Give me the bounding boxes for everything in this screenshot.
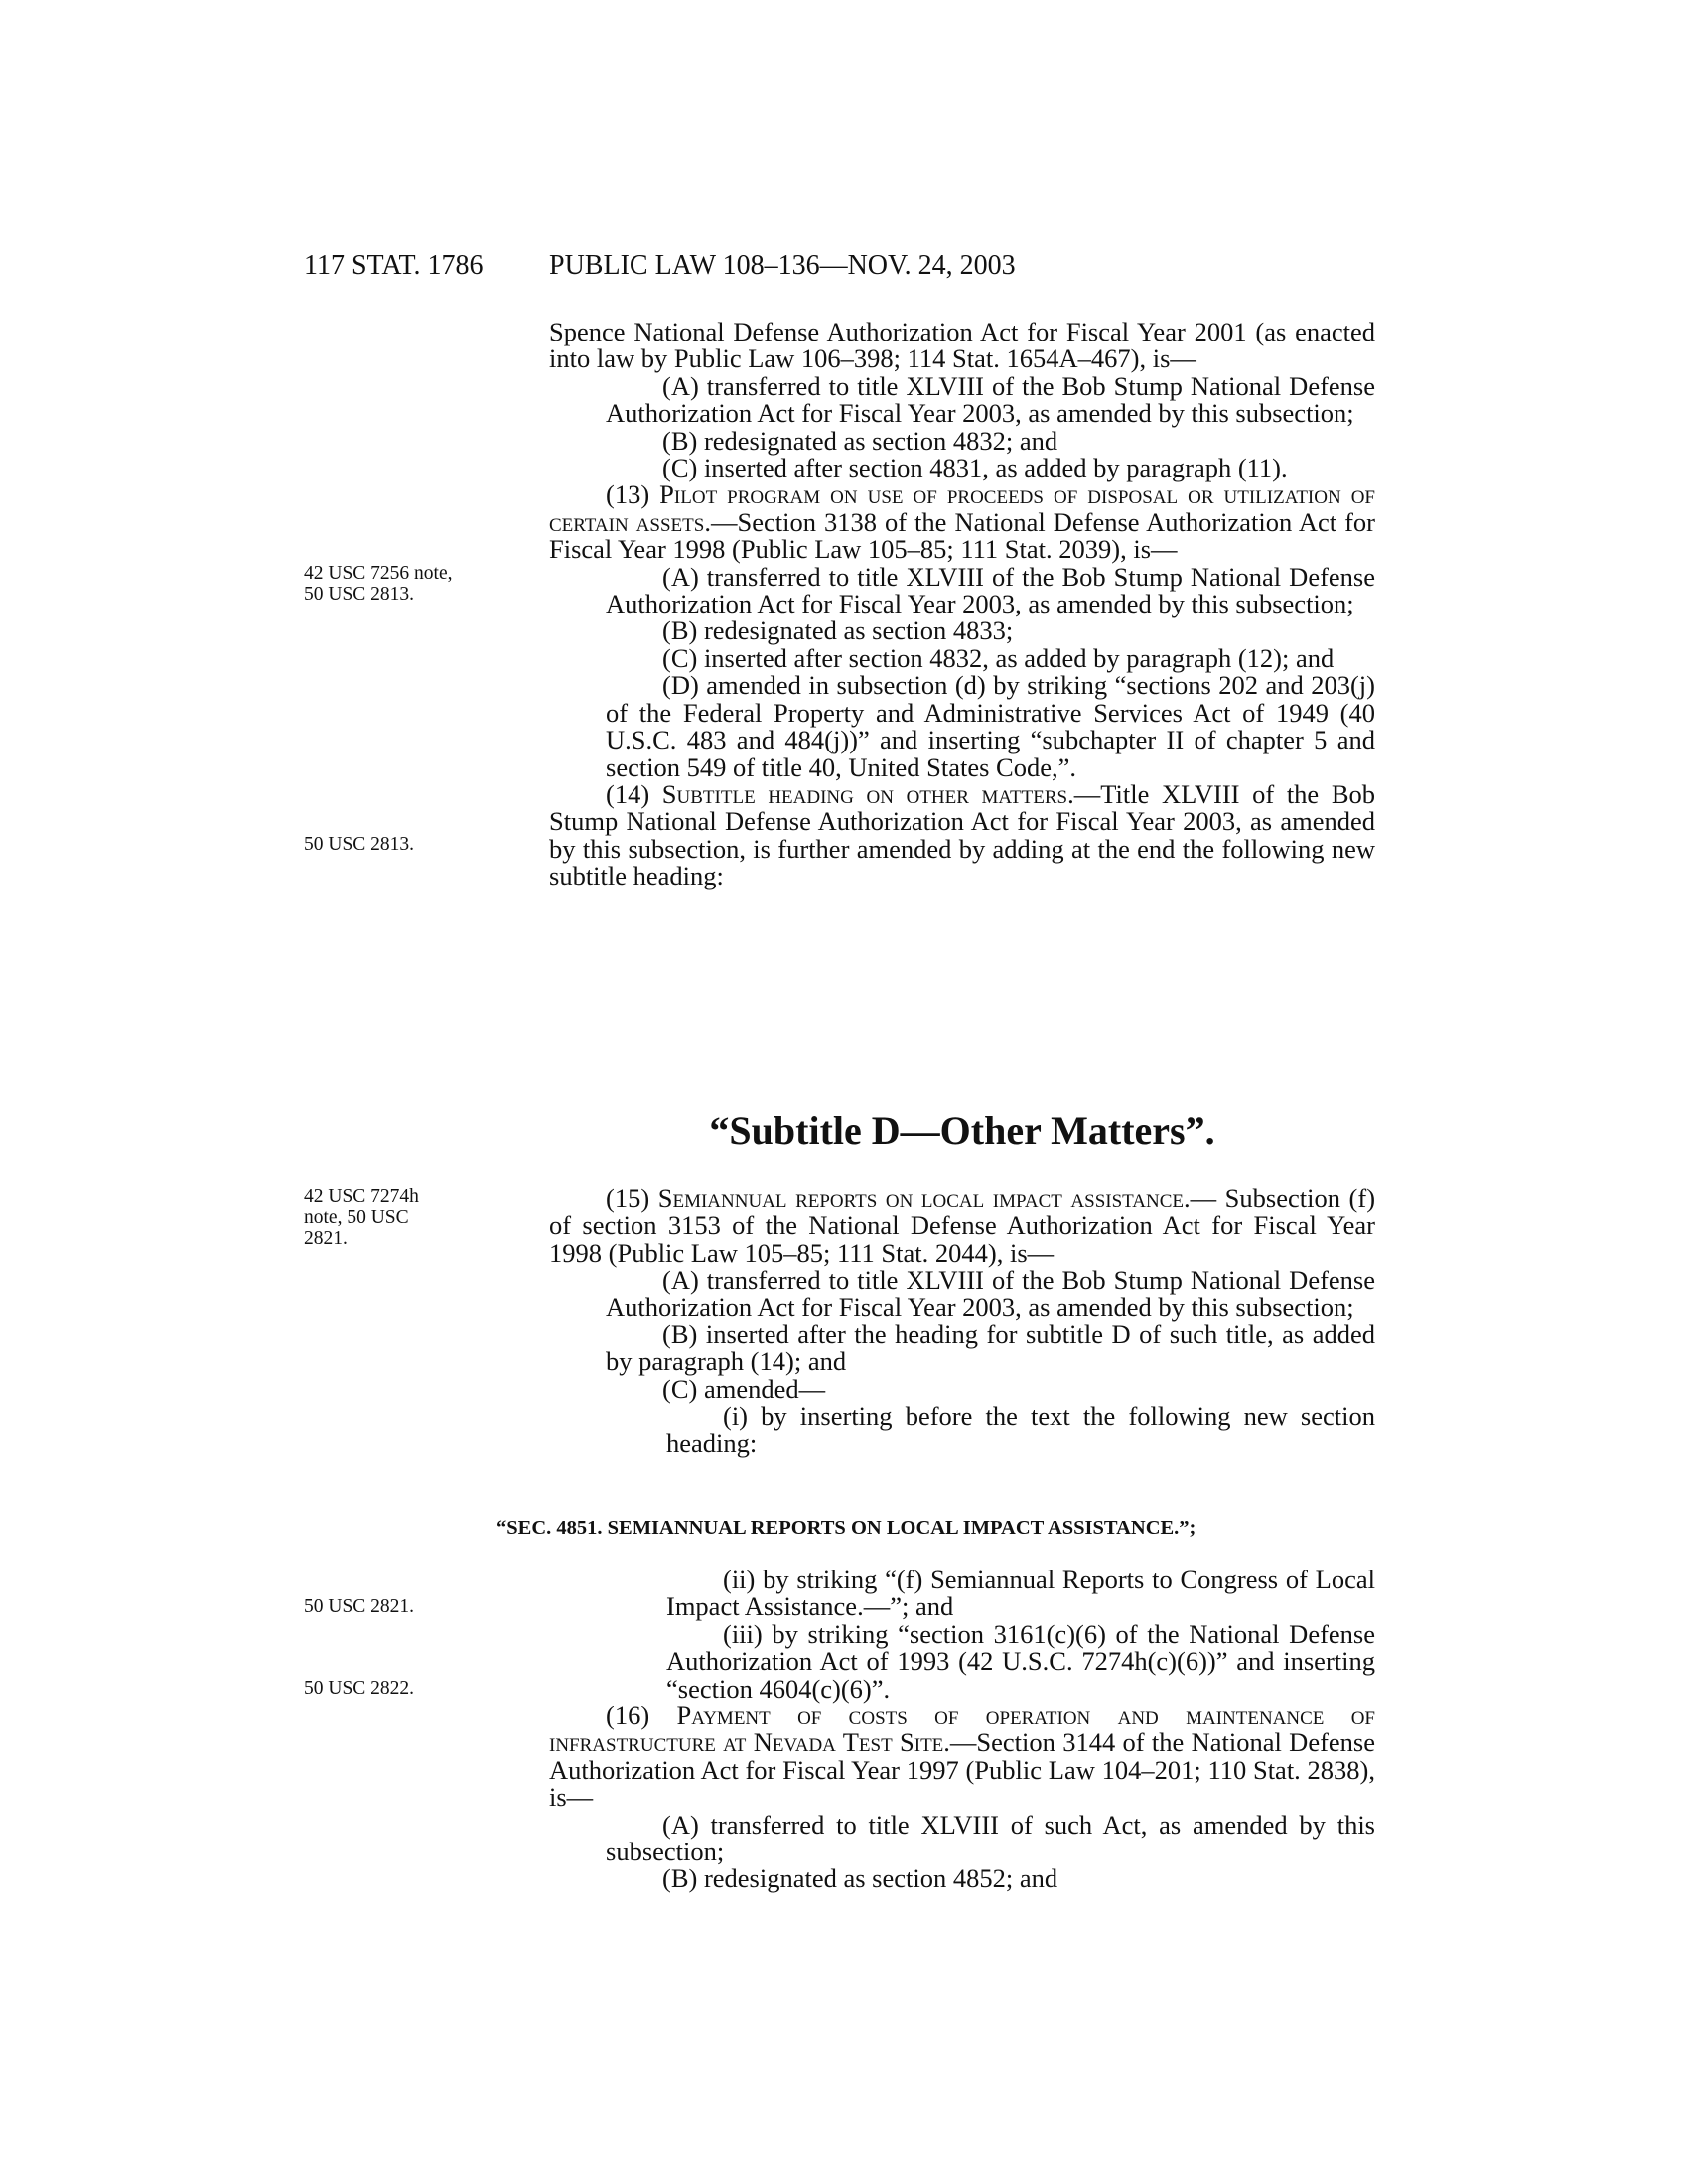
paragraph-text: — Subsection (f) of section 3153 of the National Defense Authorization Act for Fiscal Year 1998 (Public Law 105–85; 111 Stat. 2044), is— bbox=[549, 1183, 1376, 1268]
paragraph-number: (16) bbox=[606, 1701, 650, 1731]
subparagraph: (C) inserted after section 4831, as added by paragraph (11). bbox=[662, 453, 1288, 483]
subparagraph: (A) transferred to title XLVIII of the Bob Stump National Defense Authorization Act for Fiscal Year 2003, as amended by this subsection; bbox=[606, 370, 1375, 429]
paragraph: Spence National Defense Authorization Act for Fiscal Year 2001 (as enacted into law by Public Law 106–398; 114 Stat. 1654A–467), is— bbox=[549, 317, 1375, 374]
running-title: PUBLIC LAW 108–136—NOV. 24, 2003 bbox=[549, 250, 1016, 281]
section-heading: “SEC. 4851. SEMIANNUAL REPORTS ON LOCAL IMPACT ASSISTANCE.”; bbox=[496, 1517, 1196, 1539]
margin-note: 42 USC 7256 note, 50 USC 2813. bbox=[304, 563, 453, 605]
subparagraph: (A) transferred to title XLVIII of such Act, as amended by this subsection; bbox=[606, 1809, 1375, 1867]
clause: (ii) by striking “(f) Semiannual Reports to Congress of Local Impact Assistance.—”; and bbox=[666, 1565, 1375, 1622]
body-text-bottom bbox=[549, 1567, 1375, 1893]
margin-note: 42 USC 7274h note, 50 USC 2821. bbox=[304, 1186, 419, 1249]
subparagraph: (B) redesignated as section 4852; and bbox=[662, 1863, 1058, 1894]
paragraph-text: —Section 3138 of the National Defense Authorization Act for Fiscal Year 1998 (Public Law 105–85; 111 Stat. 2039), is— bbox=[549, 506, 1375, 565]
margin-note: 50 USC 2822. bbox=[304, 1678, 415, 1699]
paragraph-14 bbox=[549, 778, 1376, 891]
body-text-top bbox=[549, 319, 1375, 890]
paragraph-15 bbox=[549, 1185, 1375, 1267]
clause: (iii) by striking “section 3161(c)(6) of the National Defense Authorization Act of 1993 (42 U.S.C. 7274h(c)(6))” and inserting “section 4604(c)(6)”. bbox=[666, 1618, 1375, 1704]
margin-note: 50 USC 2813. bbox=[304, 834, 415, 855]
paragraph-13 bbox=[549, 481, 1375, 563]
paragraph-16 bbox=[549, 1703, 1375, 1812]
paragraph-heading: Payment of costs of operation and maintenance of infrastructure at Nevada Test Site. bbox=[549, 1701, 1375, 1758]
subparagraph: (A) transferred to title XLVIII of the Bob Stump National Defense Authorization Act for Fiscal Year 2003, as amended by this subsection; bbox=[606, 561, 1375, 619]
subparagraph: (D) amended in subsection (d) by striking “sections 202 and 203(j) of the Federal Property and Administrative Services Act of 1949 (40 U.S.C. 483 and 484(j))” and inserting “subchapter II of chapter 5 and section 549 of title 40, United States Code,”. bbox=[606, 670, 1375, 782]
subtitle-heading: “Subtitle D—Other Matters”. bbox=[709, 1108, 1215, 1153]
paragraph-heading: Subtitle heading on other matters. bbox=[661, 778, 1074, 809]
subparagraph: (C) amended— bbox=[662, 1373, 826, 1404]
subparagraph: (A) transferred to title XLVIII of the Bob Stump National Defense Authorization Act for Fiscal Year 2003, as amended by this subsection; bbox=[606, 1265, 1375, 1322]
body-text-middle bbox=[549, 1185, 1375, 1457]
paragraph-heading: Pilot program on use of proceeds of disposal or utilization of certain assets. bbox=[549, 479, 1375, 537]
subparagraph: (C) inserted after section 4832, as added by paragraph (12); and bbox=[662, 642, 1335, 673]
clause: (i) by inserting before the text the following new section heading: bbox=[666, 1401, 1375, 1458]
paragraph-number: (15) bbox=[606, 1183, 650, 1213]
stat-page-number: 117 STAT. 1786 bbox=[304, 250, 484, 281]
paragraph-text: —Title XLVIII of the Bob Stump National Defense Authorization Act for Fiscal Year 2003, as amended by this subsection, is further amended by adding at the end the following new subtitle heading: bbox=[549, 778, 1376, 891]
subparagraph: (B) redesignated as section 4833; bbox=[662, 615, 1014, 646]
paragraph-number: (14) bbox=[606, 778, 650, 809]
paragraph-text: —Section 3144 of the National Defense Authorization Act for Fiscal Year 1997 (Public Law 104–201; 110 Stat. 2838), is— bbox=[549, 1727, 1375, 1813]
margin-note: 50 USC 2821. bbox=[304, 1596, 415, 1617]
paragraph-number: (13) bbox=[606, 479, 650, 510]
subparagraph: (B) redesignated as section 4832; and bbox=[662, 425, 1058, 456]
subparagraph: (B) inserted after the heading for subtitle D of such title, as added by paragraph (14); and bbox=[606, 1319, 1375, 1377]
paragraph-heading: Semiannual reports on local impact assistance. bbox=[657, 1183, 1191, 1213]
